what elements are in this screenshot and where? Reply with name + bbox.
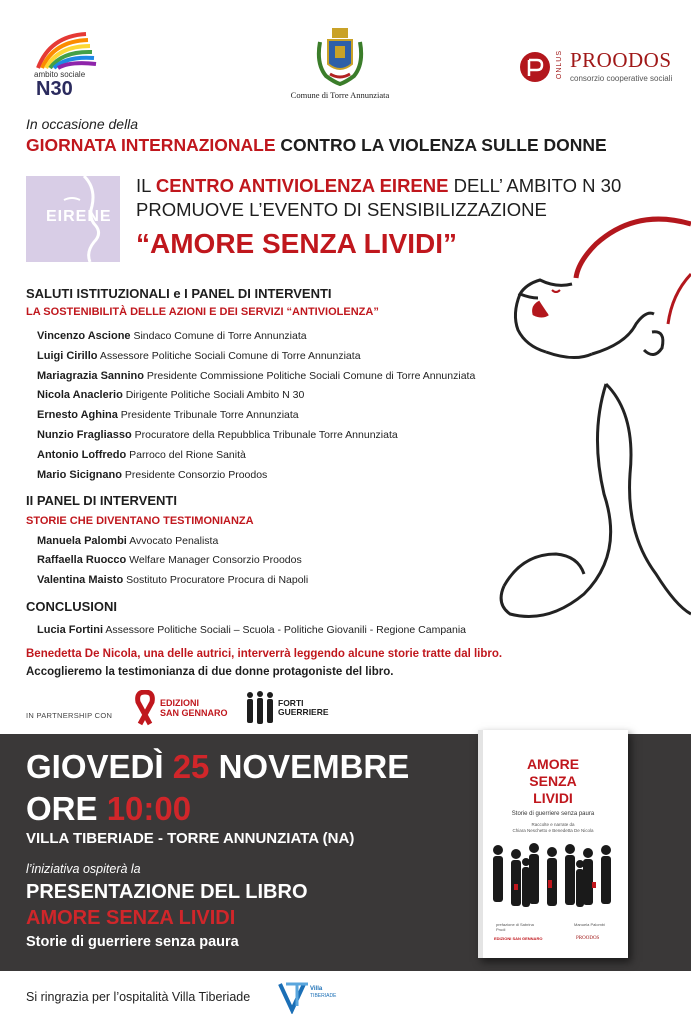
speaker-row: [37, 469, 267, 481]
forti-line-1: FORTI: [278, 698, 304, 708]
intro-occasion: In occasione della: [26, 116, 139, 132]
intro-title-red: GIORNATA INTERNAZIONALE: [26, 135, 276, 155]
speaker-name: Ernesto Aghina: [37, 409, 118, 421]
book-subtitle: Storie di guerriere senza paura: [26, 934, 239, 950]
eirene-logo: [26, 176, 120, 262]
speaker-role: Assessore Politiche Sociali Comune di Torre Annunziata: [97, 350, 361, 362]
rainbow-icon: [30, 28, 102, 72]
event-venue: VILLA TIBERIADE - TORRE ANNUNZIATA (NA): [26, 830, 355, 847]
edizioni-san-gennaro-logo: [132, 688, 242, 728]
speaker-role: Procuratore della Repubblica Tribunale Torre Annunziata: [131, 429, 398, 441]
panel1-head: SALUTI ISTITUZIONALI e I PANEL DI INTERVENTI: [26, 286, 332, 301]
speaker-role: Assessore Politiche Sociali – Scuola - Politiche Giovanili - Regione Campania: [103, 624, 467, 636]
speaker-name: Vincenzo Ascione: [37, 330, 131, 342]
center-line-1: [136, 175, 621, 197]
center-line-1-pre: IL: [136, 175, 156, 196]
book-cover-subtitle: Storie di guerriere senza paura: [511, 811, 595, 817]
event-hosting: l’iniziativa ospiterà la: [26, 862, 141, 876]
speaker-role: Parroco del Rione Sanità: [126, 449, 246, 461]
ambito-n30-logo: [30, 28, 110, 98]
forti-line-2: GUERRIERE: [278, 707, 329, 717]
book-title: AMORE SENZA LIVIDI: [26, 907, 236, 929]
note-testimony: Accoglieremo la testimonianza di due donne protagoniste del libro.: [26, 666, 394, 678]
thanks-line: Si ringrazia per l’ospitalità Villa Tiberiade: [26, 990, 251, 1004]
center-name: CENTRO ANTIVIOLENZA EIRENE: [155, 175, 449, 196]
speaker-row: [37, 350, 361, 362]
book-cover-proodos: PROODOS: [576, 936, 600, 941]
speaker-name: Nunzio Fragliasso: [37, 429, 132, 441]
speaker-name: Valentina Maisto: [37, 574, 124, 586]
proodos-mark-icon: [518, 50, 552, 84]
event-time-value: 10:00: [106, 790, 192, 827]
book-cover-publisher: EDIZIONI SAN GENNARO: [494, 936, 543, 941]
vt-line-2: TIBERIADE: [310, 993, 337, 999]
speaker-row: [37, 624, 466, 636]
speaker-row: [37, 409, 299, 421]
proodos-logo: [518, 48, 673, 88]
ambito-label-small: ambito sociale: [34, 70, 86, 79]
speaker-role: Presidente Tribunale Torre Annunziata: [117, 409, 299, 421]
book-cover-preface: prefazione di Sabrina Prudi: [496, 922, 534, 932]
eirene-word: EIRENE: [46, 208, 112, 225]
speaker-name: Lucia Fortini: [37, 624, 103, 636]
proodos-sub: consorzio cooperative sociali: [570, 74, 673, 83]
speaker-role: Sostituto Procuratore Procura di Napoli: [123, 574, 309, 586]
speaker-name: Nicola Anaclerio: [37, 389, 123, 401]
speaker-row: [37, 370, 475, 382]
forti-guerriere-logo: [244, 688, 344, 728]
speaker-name: Luigi Cirillo: [37, 350, 98, 362]
center-line-2: PROMUOVE L’EVENTO DI SENSIBILIZZAZIONE: [136, 199, 547, 220]
edizioni-line-2: SAN GENNARO: [160, 708, 228, 718]
panel2-head: II PANEL DI INTERVENTI: [26, 493, 177, 508]
speaker-row: [37, 389, 304, 401]
event-time: [26, 790, 191, 828]
speaker-name: Manuela Palombi: [37, 535, 127, 547]
ribbon-icon: [132, 690, 158, 726]
book-cover-title-1: AMORE: [526, 756, 580, 772]
vt-mark-icon: [278, 980, 310, 1014]
event-time-label: ORE: [26, 790, 107, 827]
conclusions-head: CONCLUSIONI: [26, 599, 117, 614]
event-day-number: 25: [172, 748, 210, 785]
villa-tiberiade-logo: [278, 980, 348, 1016]
edizioni-line-1: EDIZIONI: [160, 698, 200, 708]
speaker-role: Welfare Manager Consorzio Proodos: [126, 554, 302, 566]
speaker-role: Dirigente Politiche Sociali Ambito N 30: [122, 389, 305, 401]
book-cover: [478, 730, 628, 958]
partnership-label: IN PARTNERSHIP CON: [26, 711, 113, 720]
speaker-row: [37, 574, 308, 586]
center-line-1-post: DELL’ AMBITO N 30: [448, 175, 622, 196]
intro-title-dark: CONTRO LA VIOLENZA SULLE DONNE: [275, 135, 607, 155]
proodos-onlus: ONLUS: [556, 50, 563, 80]
book-cover-title-2: SENZA: [529, 773, 577, 789]
speaker-row: [37, 449, 246, 461]
speaker-row: [37, 429, 398, 441]
speaker-role: Sindaco Comune di Torre Annunziata: [130, 330, 307, 342]
speaker-name: Mario Sicignano: [37, 469, 122, 481]
crest-icon: [312, 24, 368, 86]
speaker-row: [37, 554, 302, 566]
comune-label: Comune di Torre Annunziata: [290, 90, 390, 100]
book-cover-title-3: LIVIDI: [533, 790, 573, 806]
panel1-sub: LA SOSTENIBILITÀ DELLE AZIONI E DEI SERVIZI “ANTIVIOLENZA”: [26, 306, 379, 318]
event-title: “AMORE SENZA LIVIDI”: [136, 228, 457, 259]
speaker-name: Antonio Loffredo: [37, 449, 127, 461]
women-silhouettes-icon: [244, 690, 276, 726]
speaker-role: Avvocato Penalista: [126, 535, 219, 547]
speaker-name: Raffaella Ruocco: [37, 554, 127, 566]
comune-logo: [284, 24, 396, 104]
book-cover-authors-2: Chiara Neschetto e Benedetta De Nicola: [512, 828, 594, 833]
event-month: NOVEMBRE: [209, 748, 410, 785]
speaker-row: [37, 330, 307, 342]
book-presentation-head: PRESENTAZIONE DEL LIBRO: [26, 881, 308, 903]
speaker-role: Presidente Consorzio Proodos: [121, 469, 268, 481]
vt-line-1: Villa: [310, 986, 323, 992]
woman-face-illustration: [486, 214, 691, 654]
book-cover-contrib: Manuela Palombi: [574, 922, 605, 927]
proodos-name: PROODOS: [570, 48, 672, 72]
speaker-name: Mariagrazia Sannino: [37, 370, 144, 382]
speaker-role: Presidente Commissione Politiche Sociali Comune di Torre Annunziata: [143, 370, 476, 382]
event-day: GIOVEDÌ: [26, 748, 173, 785]
speaker-row: [37, 535, 218, 547]
crowd-silhouettes-icon: [486, 840, 622, 914]
event-date: [26, 748, 409, 786]
panel2-sub: STORIE CHE DIVENTANO TESTIMONIANZA: [26, 515, 254, 527]
ambito-label-big: N30: [36, 78, 73, 100]
note-reading: Benedetta De Nicola, una delle autrici, interverrà leggendo alcune storie tratte dal libro.: [26, 648, 503, 660]
book-cover-authors-1: Raccolte e narrate da: [531, 822, 575, 827]
intro-title: [26, 135, 607, 156]
